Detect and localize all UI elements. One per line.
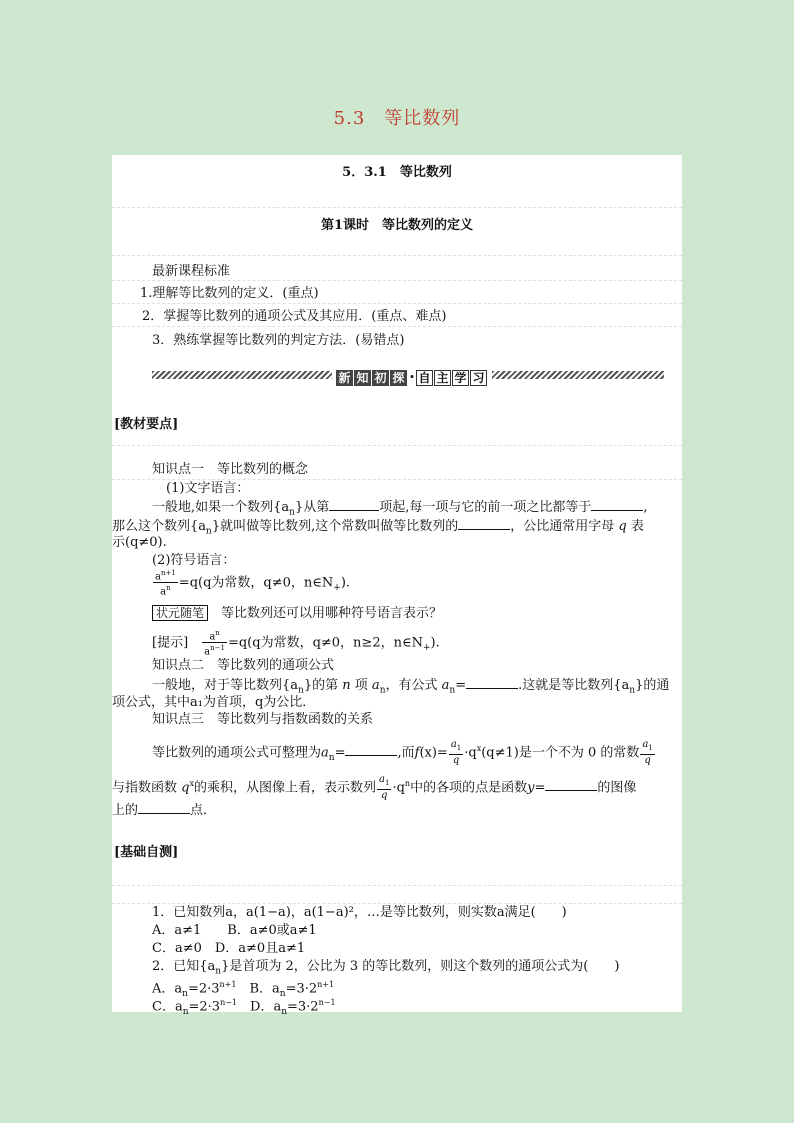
text-language-label: (1)文字语言： [166,481,250,496]
definition-line: 示(q≠0). [112,535,167,550]
question-2: 2．已知$\{a_n\}$是首项为 2，公比为 3 的等比数列，则这个数列的通项公式为( ) [152,959,620,977]
chapter-title: 5.3 等比数列 [333,108,461,129]
general-term-line: 一般地，对于等比数列$\{a_n\}$的第 n 项 $a_n$，有公式 $a_n=$ .这就是等比数列$\{a_n\}$的通 [152,678,670,696]
symbol-language-label: (2)符号语言： [152,553,236,568]
banner-char: 知 [354,370,371,386]
definition-line: 一般地,如果一个数列$\{a_n\}$从第 项起,每一项与它的前一项之比都等于 , [152,500,648,518]
relation-line: 等比数列的通项公式可整理为$a_n=$ ,而f(x)= $\frac{a_1}{q}$ $\cdot q^x(q\ne 1)$是一个不为 0 的常数 $\frac{a_1}{q}$ [152,739,653,767]
tip-box: 状元随笔 [152,605,208,621]
relation-line: 上的 点． [112,803,217,818]
lesson-title: 第1课时 等比数列的定义 [320,218,474,233]
general-term-line: 项公式，其中a₁为首项，q为公比． [112,695,316,710]
standard-item: 3．熟练掌握等比数列的判定方法．(易错点) [152,333,405,348]
section-banner [152,367,664,386]
knowledge-title: 知识点三 等比数列与指数函数的关系 [152,712,374,727]
knowledge-title: 知识点二 等比数列的通项公式 [152,658,335,673]
question-2-options: A．$a_n=2\cdot 3^{n+1}$ B．$a_n=3\cdot 2^{n+1}$ [152,980,335,999]
section-title: 5．3.1 等比数列 [342,165,452,180]
question-1-options: A．a≠1 B．a≠0或a≠1 [152,923,317,938]
banner-char: 自 [416,370,433,386]
question-2-options: C．$a_n=2\cdot 3^{n-1}$ D．$a_n=3\cdot 2^{n-1}$ [152,998,336,1017]
standard-item: 2．掌握等比数列的通项公式及其应用．(重点、难点) [142,309,447,324]
document-page [112,155,682,1017]
banner-char: 初 [372,370,389,386]
standard-item: 1.理解等比数列的定义．(重点) [140,286,319,301]
material-heading: [教材要点] [114,417,179,432]
banner-char: 学 [452,370,469,386]
hint-line: [提示] $\frac{a^n}{a^{n-1}}$ =q(q为常数，q≠0，n≥2，$n\in N_+$). [152,629,440,658]
definition-line: 那么这个数列$\{a_n\}$就叫做等比数列,这个常数叫做等比数列的 ，公比通常用字母 q 表 [112,519,644,537]
symbol-formula: $\frac{a^{n+1}}{a^n}$ =q(q为常数，q≠0，$n\in N_+$). [155,569,351,598]
question-1: 1．已知数列a，a(1−a)，a(1−a)²，…是等比数列，则实数a满足( ) [152,905,567,920]
test-heading: [基础自测] [114,845,179,860]
standards-heading: 最新课程标准 [152,264,231,279]
banner-char: 新 [336,370,353,386]
banner-dot: · [409,367,415,386]
banner-char: 习 [470,370,487,386]
question-1-options: C．a≠0 D．a≠0且a≠1 [152,941,306,956]
banner-char: 探 [390,370,407,386]
knowledge-title: 知识点一 等比数列的概念 [152,462,309,477]
tip-line: 状元随笔 等比数列还可以用哪种符号语言表示？ [112,605,722,622]
relation-line: 与指数函数 $q^x$的乘积，从图像上看，表示数列 $\frac{a_1}{q}$ $\cdot q^n$中的各项的点是函数y= 的图像 [112,774,637,802]
banner-char: 主 [434,370,451,386]
